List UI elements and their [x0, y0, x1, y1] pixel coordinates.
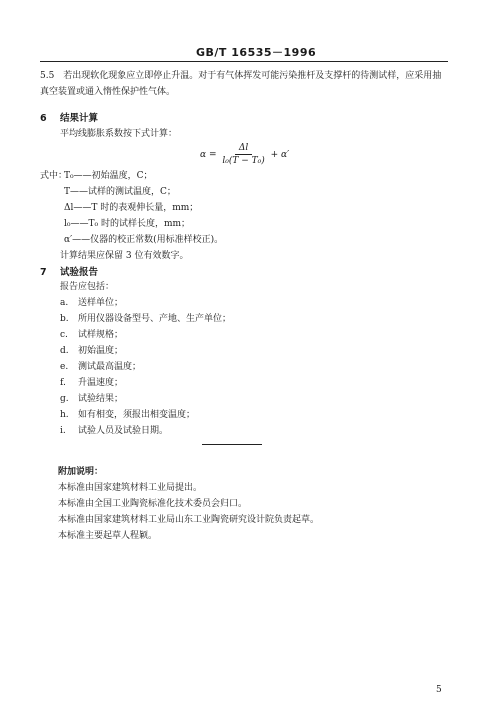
report-item: g. 试验结果；: [60, 394, 124, 404]
where-label: 式中：: [40, 171, 68, 181]
formula-numerator: Δl: [235, 143, 252, 155]
standard-code-header: GB/T 16535－1996: [196, 46, 317, 59]
formula-intro: 平均线膨胀系数按下式计算：: [60, 129, 178, 139]
report-intro: 报告应包括：: [60, 282, 115, 292]
formula: [200, 143, 289, 166]
clause-text-line1: 若出现软化现象应立即停止升温。对于有气体挥发可能污染推杆及支撑杆的待测试样，应采用抽: [63, 71, 442, 81]
appendix-title: 附加说明：: [58, 467, 104, 477]
formula-lhs: α =: [200, 150, 220, 160]
report-item: b. 所用仪器设备型号、产地、生产单位；: [60, 314, 232, 324]
clause-number: 5.5: [40, 71, 55, 81]
appendix-line: 本标准主要起草人程颖。: [58, 531, 158, 541]
variable-definition: α′——仪器的校正常数(用标准样校正)。: [64, 235, 224, 245]
report-item: f. 升温速度；: [60, 378, 124, 388]
formula-denominator: l₀(T − T₀): [222, 156, 265, 166]
formula-fraction: [222, 143, 264, 166]
report-item: d. 初始温度；: [60, 346, 124, 356]
header-rule: [40, 61, 448, 62]
formula-rhs: + α′: [270, 150, 290, 160]
variable-definition: T₀——初始温度，C；: [64, 171, 153, 181]
appendix-line: 本标准由全国工业陶瓷标准化技术委员会归口。: [58, 499, 248, 509]
report-item: c. 试样规格；: [60, 330, 124, 340]
end-rule: [202, 444, 262, 445]
variable-definition: l₀——T₀ 时的试样长度，mm；: [64, 219, 191, 229]
clause-text-line2: 真空装置或通入惰性保护性气体。: [40, 87, 176, 97]
appendix-line: 本标准由国家建筑材料工业局山东工业陶瓷研究设计院负责起草。: [58, 515, 320, 525]
report-item: i. 试验人员及试验日期。: [60, 426, 169, 436]
section-6-heading: [40, 110, 98, 124]
variable-definition: T——试样的测试温度，C；: [64, 187, 176, 197]
page-number: 5: [436, 685, 442, 695]
report-item: a. 送样单位；: [60, 298, 124, 308]
section-title: 试验报告: [59, 267, 98, 278]
appendix-line: 本标准由国家建筑材料工业局提出。: [58, 483, 203, 493]
report-item: h. 如有相变，须报出相变温度；: [60, 410, 196, 420]
section-title: 结果计算: [59, 113, 98, 124]
report-item: e. 测试最高温度；: [60, 362, 142, 372]
section-number: 6: [40, 113, 47, 124]
calculation-note: 计算结果应保留 3 位有效数字。: [60, 251, 189, 261]
variable-definition: Δl——T 时的表观伸长量，mm；: [64, 203, 199, 213]
section-7-heading: [40, 264, 98, 278]
clause-5-5: [40, 70, 441, 82]
section-number: 7: [40, 267, 47, 278]
